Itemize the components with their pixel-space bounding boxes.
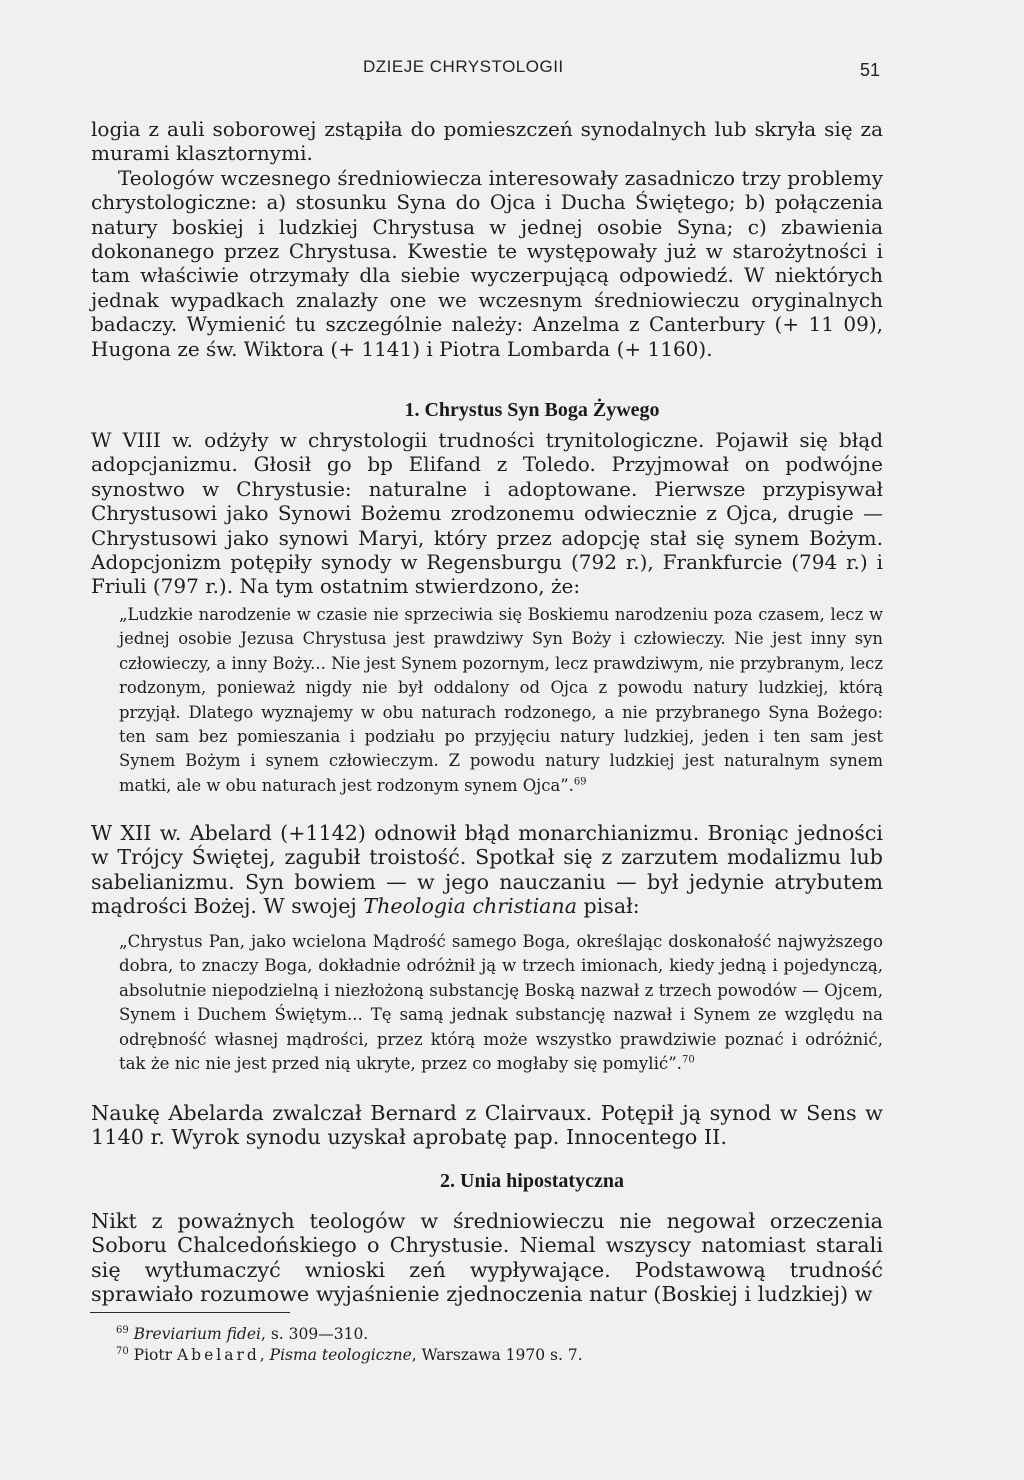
paragraph-continuation: logia z auli soborowej zstąpiła do pomieszczeń synodalnych lub skryła się za murami klasztornymi.	[91, 117, 883, 166]
section-heading-1	[0, 399, 1024, 422]
footnote-69-title: Breviarium fidei	[133, 1325, 261, 1343]
footnote-divider	[90, 1312, 290, 1313]
quotation-friuli-body: „Ludzkie narodzenie w czasie nie sprzeciwia się Boskiemu narodzeniu poza czasem, lecz w jednej osobie Jezusa Chrystusa jest prawdziwy Syn Boży i człowieczy. Nie jest inny syn człowieczy, a inny Boży... Nie jest Synem pozornym, lecz prawdziwym, nie przybranym, lecz rodzonym, ponieważ nigdy nie był oddalony od Ojca z powodu natury ludzkiej, którą przyjął. Dlatego wyznajemy w obu naturach rodzonego, a nie przybranego Syna Bożego: ten sam bez pomieszania i podziału po przyjęciu natury ludzkiej, jeden i ten sam jest Synem Bożym i synem człowieczym. Z powodu natury ludzkiej jest naturalnym synem matki, ale w obu naturach jest rodzonym synem Ojca”.	[119, 605, 883, 795]
footnotes	[116, 1324, 876, 1366]
footnote-70-author-last: Abelard	[176, 1346, 260, 1364]
footnote-70	[116, 1345, 876, 1366]
quotation-friuli	[119, 603, 883, 798]
text-block-hypostatic-union	[91, 1209, 883, 1307]
quotation-abelard-body: „Chrystus Pan, jako wcielona Mądrość samego Boga, określając doskonałość najwyższego dobra, to znaczy Boga, dokładnie odróżnił ją w trzech imionach, kiedy jedną i pojedynczą, absolutnie niepodzielną i niezłożoną substancję Boską nazwał z trzech powodów — Ojcem, Synem i Duchem Świętym... Tę samą jednak substancję nazwał i Synem ze względu na odrębność własnej mądrości, przez którą może wszystko prawdziwie poznać i odróżnić, tak że nic nie jest przed nią ukryte, przez co mogłaby się pomylić”.	[119, 932, 883, 1074]
paragraph-abelard	[91, 821, 883, 919]
text-block-adoptionism	[91, 428, 883, 599]
text-block-abelard	[91, 821, 883, 919]
paragraph-hypostatic-union: Nikt z poważnych teologów w średniowieczu nie negował orzeczenia Soboru Chalcedońskiego o Chrystusie. Niemal wszyscy natomiast starali się wytłumaczyć wnioski zeń wypływające. Podstawową trudność sprawiało rozumowe wyjaśnienie zjednoczenia natur (Boskiej i ludzkiej) w	[91, 1209, 883, 1307]
paragraph-adoptionism: W VIII w. odżyły w chrystologii trudności trynitologiczne. Pojawił się błąd adopcjanizmu. Głosił go bp Elifand z Toledo. Przyjmował on podwójne synostwo w Chrystusie: naturalne i adoptowane. Pierwsze przypisywał Chrystusowi jako Synowi Bożemu zrodzonemu odwiecznie z Ojca, drugie — Chrystusowi jako synowi Maryi, który przez adopcję stał się synem Bożym. Adopcjonizm potępiły synody w Regensburgu (792 r.), Frankfurcie (794 r.) i Friuli (797 r.). Na tym ostatnim stwierdzono, że:	[91, 428, 883, 599]
page-header	[0, 57, 1024, 87]
quotation-friuli-text	[119, 603, 883, 798]
text-block-bernard	[91, 1101, 883, 1150]
footnote-70-title: Pisma teologiczne	[269, 1346, 412, 1364]
section-heading-2	[0, 1170, 1024, 1193]
page-number: 51	[860, 60, 881, 80]
work-title-theologia-christiana: Theologia christiana	[363, 894, 577, 919]
paragraph-bernard: Naukę Abelarda zwalczał Bernard z Clairvaux. Potępił ją synod w Sens w 1140 r. Wyrok synodu uzyskał aprobatę pap. Innocentego II.	[91, 1101, 883, 1150]
footnote-70-number: 70	[116, 1345, 129, 1357]
footnote-70-author-first: Piotr	[133, 1346, 177, 1364]
section-heading-2-text: 2. Unia hipostatyczna	[440, 1170, 624, 1192]
quotation-abelard	[119, 930, 883, 1076]
quotation-abelard-text	[119, 930, 883, 1076]
running-head: DZIEJE CHRYSTOLOGII	[363, 57, 564, 76]
footnote-70-sep: ,	[259, 1346, 270, 1364]
footnote-69-rest: , s. 309—310.	[260, 1325, 369, 1343]
paragraph-early-medieval-theologians: Teologów wczesnego średniowiecza interesowały zasadniczo trzy problemy chrystologiczne: a) stosunku Syna do Ojca i Ducha Świętego; b) połączenia natury boskiej i ludzkiej Chrystusa w jednej osobie Syna; c) zbawienia dokonanego przez Chrystusa. Kwestie te występowały już w starożytności i tam właściwie otrzymały dla siebie wyczerpującą odpowiedź. W niektórych jednak wypadkach znalazły one we wczesnym średniowieczu oryginalnych badaczy. Wymienić tu szczególnie należy: Anzelma z Canterbury (+ 11 09), Hugona ze św. Wiktora (+ 1141) i Piotra Lombarda (+ 1160).	[91, 165, 883, 361]
footnote-69-number: 69	[116, 1324, 129, 1336]
footnote-ref-70: 70	[681, 1054, 695, 1066]
paragraph-abelard-b: pisał:	[576, 894, 640, 919]
paragraph-abelard-a: W XII w. Abelard (+1142) odnowił błąd monarchianizmu. Broniąc jedności w Trójcy Świętej, zagubił troistość. Spotkał się z zarzutem modalizmu lub sabelianizmu. Syn bowiem — w jego nauczaniu — był jedynie atrybutem mądrości Bożej. W swojej	[91, 821, 883, 919]
footnote-69	[116, 1324, 876, 1345]
section-heading-1-text: 1. Chrystus Syn Boga Żywego	[404, 399, 660, 421]
text-block-intro	[91, 117, 883, 361]
footnote-70-rest: , Warszawa 1970 s. 7.	[411, 1346, 583, 1364]
footnote-ref-69: 69	[573, 776, 587, 788]
